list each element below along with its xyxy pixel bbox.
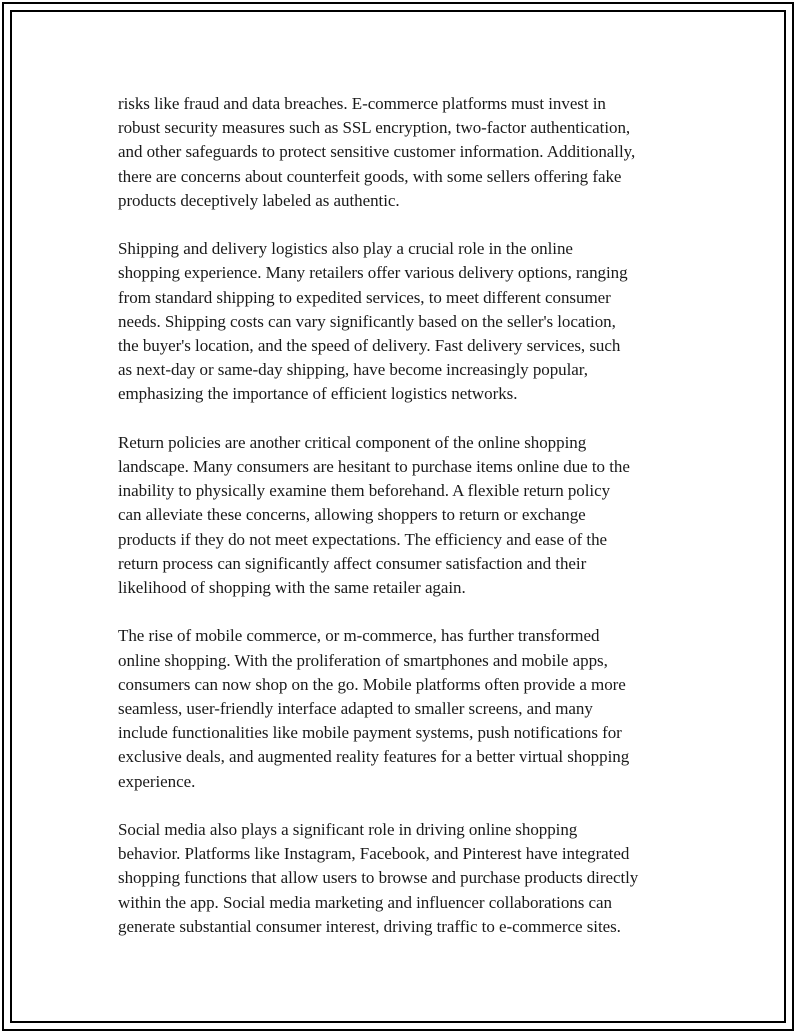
paragraph-shipping-logistics: Shipping and delivery logistics also play a crucial role in the online shopping experience. Many retailers offer various delivery options, ranging from standard shipping to expedited services, to meet different consumer needs. Shipping costs can vary significantly based on the seller's location, the buyer's location, and the speed of delivery. Fast delivery services, such as next-day or same-day shipping, have become increasingly popular, emphasizing the importance of efficient logistics networks.	[118, 239, 628, 404]
document-body	[118, 92, 693, 939]
paragraph-mobile-commerce: The rise of mobile commerce, or m-commerce, has further transformed online shopping. With the proliferation of smartphones and mobile apps, consumers can now shop on the go. Mobile platforms often provide a more seamless, user-friendly interface adapted to smaller screens, and many include functionalities like mobile payment systems, push notifications for exclusive deals, and augmented reality features for a better virtual shopping experience.	[118, 626, 630, 791]
paragraph-social-media: Social media also plays a significant role in driving online shopping behavior. Platforms like Instagram, Facebook, and Pinterest have integrated shopping functions that allow users to browse and purchase products directly within the app. Social media marketing and influencer collaborations can generate substantial consumer interest, driving traffic to e-commerce sites.	[118, 820, 639, 936]
paragraph-security-risks: risks like fraud and data breaches. E-commerce platforms must invest in robust security measures such as SSL encryption, two-factor authentication, and other safeguards to protect sensitive customer information. Additionally, there are concerns about counterfeit goods, with some sellers offering fake products deceptively labeled as authentic.	[118, 94, 636, 210]
paragraph-return-policies: Return policies are another critical component of the online shopping landscape. Many consumers are hesitant to purchase items online due to the inability to physically examine them beforehand. A flexible return policy can alleviate these concerns, allowing shoppers to return or exchange products if they do not meet expectations. The efficiency and ease of the return process can significantly affect consumer satisfaction and their likelihood of shopping with the same retailer again.	[118, 432, 630, 598]
